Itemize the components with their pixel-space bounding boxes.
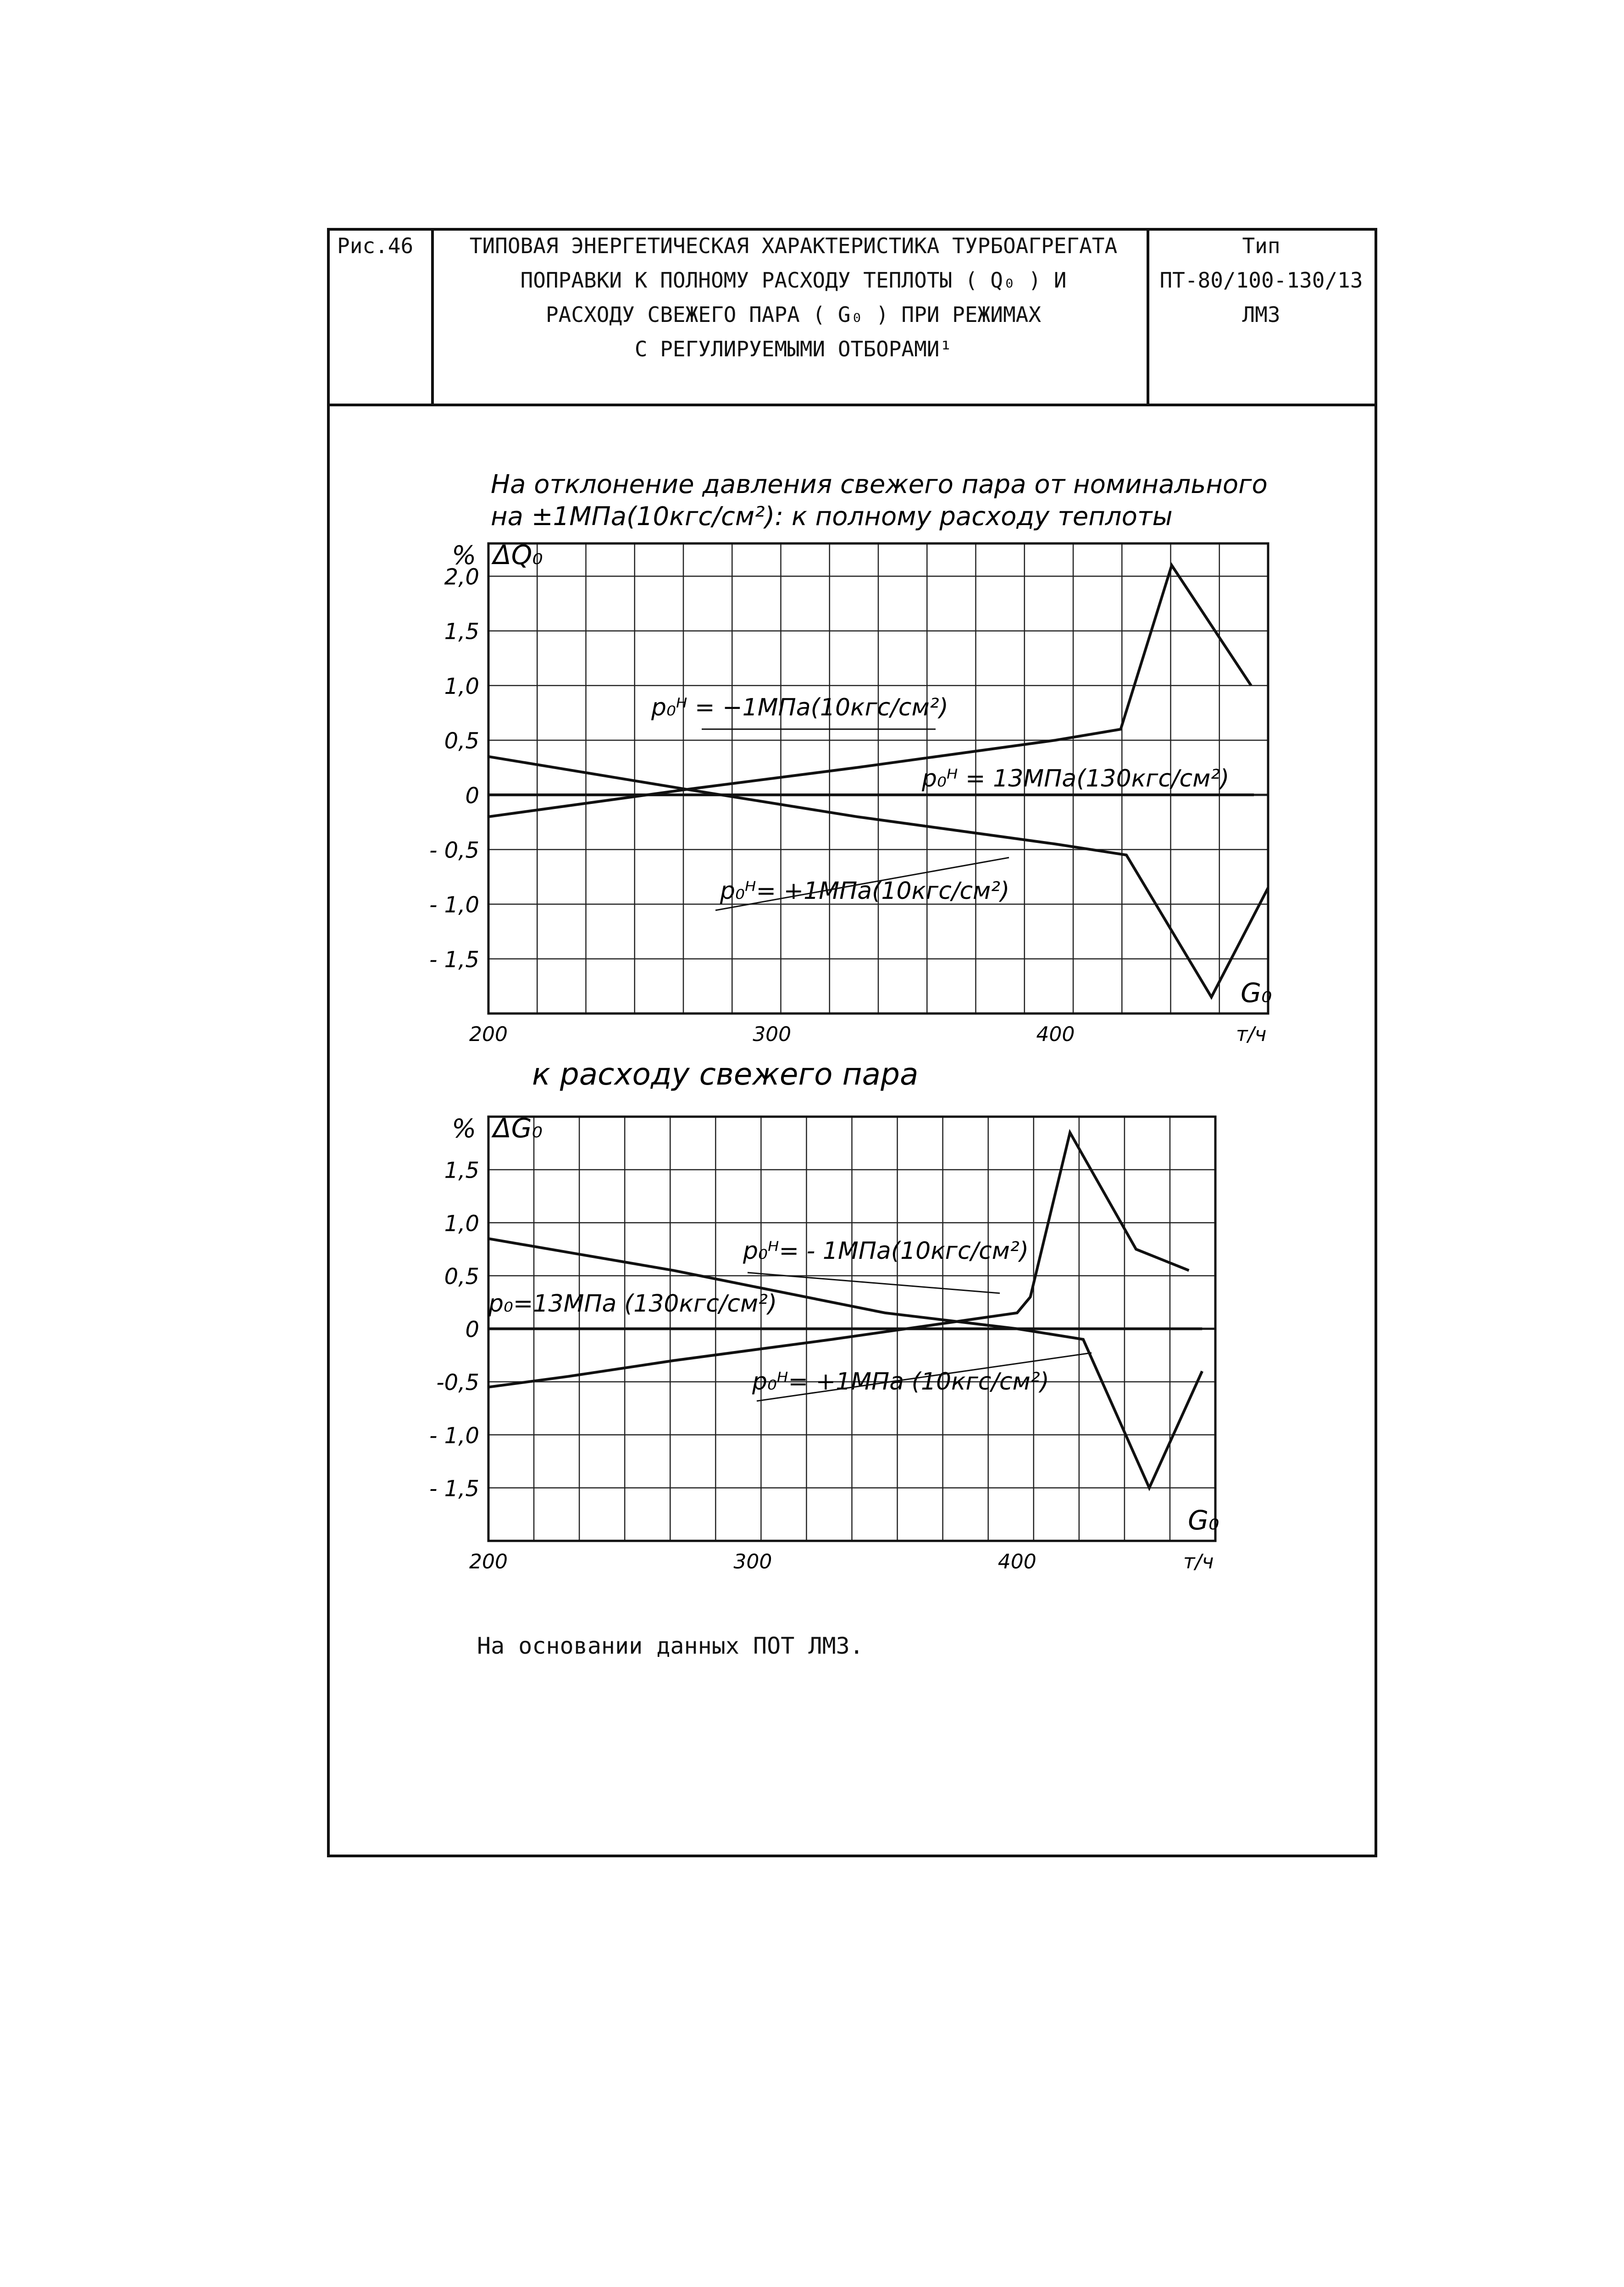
x-tick-label: 400	[1036, 1023, 1075, 1046]
y-unit-label: %	[452, 1114, 477, 1144]
chart-title: На отклонение давления свежего пара от номинального	[491, 470, 1268, 499]
y-tick-label: 0	[465, 1317, 479, 1343]
type-model: ПТ-80/100-130/13	[1159, 268, 1363, 293]
y-tick-label: - 1,0	[429, 1423, 479, 1449]
y-tick-label: 1,5	[444, 1157, 479, 1184]
x-tick-label: 200	[469, 1550, 508, 1573]
y-tick-label: 0,5	[444, 728, 479, 754]
y-tick-label: - 1,5	[429, 1476, 479, 1502]
y-tick-label: - 1,5	[429, 947, 479, 973]
y-axis-label: ΔQ₀	[493, 539, 543, 570]
y-tick-label: 1,5	[444, 619, 479, 645]
figure-label: Рис.46	[337, 233, 414, 258]
y-tick-label: 0,5	[444, 1263, 479, 1290]
series-label-1: p₀=13МПа (130кгс/см²)	[488, 1290, 777, 1318]
y-tick-label: 1,0	[444, 673, 479, 699]
type-maker: ЛМЗ	[1242, 302, 1280, 327]
type-label: Тип	[1242, 233, 1280, 258]
title-line-1: ТИПОВАЯ ЭНЕРГЕТИЧЕСКАЯ ХАРАКТЕРИСТИКА ТУРБОАГРЕГАТА	[469, 233, 1118, 258]
x-unit-label: т/ч	[1183, 1550, 1214, 1573]
title-line-3: РАСХОДУ СВЕЖЕГО ПАРА ( G₀ ) ПРИ РЕЖИМАХ	[545, 302, 1042, 327]
y-tick-label: 2,0	[444, 564, 479, 590]
x-tick-label: 400	[998, 1550, 1036, 1573]
x-axis-label: G₀	[1188, 1505, 1219, 1536]
x-tick-label: 300	[753, 1023, 792, 1046]
x-axis-label: G₀	[1241, 977, 1272, 1008]
y-tick-label: - 1,0	[429, 892, 479, 918]
y-tick-label: 0	[465, 783, 479, 809]
series-label-2: p₀ᴴ= +1МПа (10кгс/см²)	[752, 1368, 1049, 1395]
series-label-0: p₀ᴴ = −1МПа(10кгс/см²)	[651, 694, 948, 721]
y-tick-label: - 0,5	[429, 837, 479, 864]
title-line-2: ПОПРАВКИ К ПОЛНОМУ РАСХОДУ ТЕПЛОТЫ ( Q₀ ) И	[520, 268, 1067, 293]
series-label-0: p₀ᴴ= - 1МПа(10кгс/см²)	[743, 1237, 1029, 1265]
x-tick-label: 300	[733, 1550, 772, 1573]
footnote: На основании данных ПОТ ЛМЗ.	[477, 1633, 864, 1659]
series-label-1: p₀ᴴ = 13МПа(130кгс/см²)	[922, 765, 1230, 792]
y-axis-label: ΔG₀	[493, 1113, 543, 1144]
y-tick-label: 1,0	[444, 1211, 479, 1237]
chart-title: к расходу свежего пара	[532, 1057, 919, 1092]
chart-title: на ±1МПа(10кгс/см²): к полному расходу теплоты	[491, 502, 1173, 532]
y-tick-label: -0,5	[436, 1370, 479, 1396]
series-label-2: p₀ᴴ= +1МПа(10кгс/см²)	[720, 877, 1010, 905]
x-unit-label: т/ч	[1236, 1023, 1267, 1046]
title-line-4: С РЕГУЛИРУЕМЫМИ ОТБОРАМИ¹	[634, 337, 953, 361]
x-tick-label: 200	[469, 1023, 508, 1046]
y-unit-label: %	[452, 541, 477, 570]
